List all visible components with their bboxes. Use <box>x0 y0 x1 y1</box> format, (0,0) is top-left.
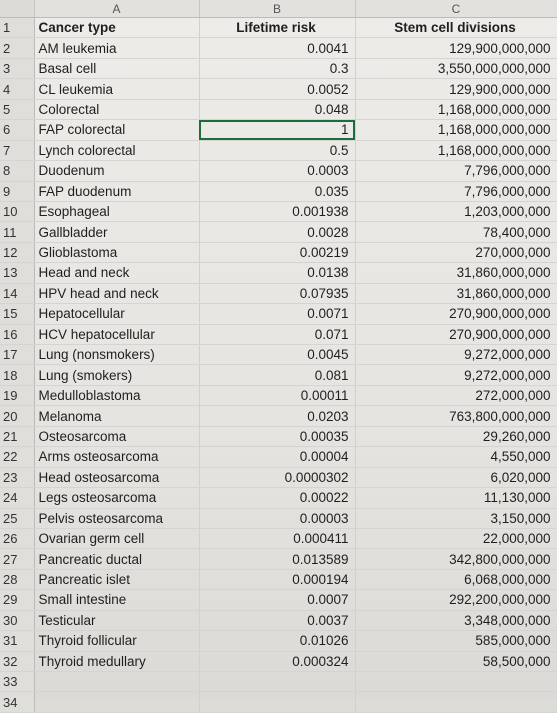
cell-stem-cell-divisions[interactable]: 342,800,000,000 <box>355 549 557 569</box>
row-number[interactable]: 4 <box>0 79 34 99</box>
cell-cancer-type[interactable]: Ovarian germ cell <box>34 528 199 548</box>
cell-lifetime-risk[interactable] <box>199 692 355 712</box>
cell-stem-cell-divisions[interactable]: 1,168,000,000,000 <box>355 99 557 119</box>
table-row <box>0 569 557 589</box>
cell-stem-cell-divisions[interactable]: 270,900,000,000 <box>355 324 557 344</box>
cell-cancer-type[interactable]: Thyroid follicular <box>34 631 199 651</box>
table-row <box>0 610 557 630</box>
cell-stem-cell-divisions[interactable]: 1,168,000,000,000 <box>355 140 557 160</box>
cell-cancer-type[interactable]: Lung (smokers) <box>34 365 199 385</box>
cell-lifetime-risk[interactable]: 0.0052 <box>199 79 355 99</box>
cell-lifetime-risk[interactable]: 0.0028 <box>199 222 355 242</box>
row-number[interactable]: 24 <box>0 488 34 508</box>
cell-lifetime-risk[interactable]: 0.00011 <box>199 385 355 405</box>
table-row <box>0 406 557 426</box>
table-row <box>0 79 557 99</box>
row-number[interactable]: 14 <box>0 283 34 303</box>
cell-stem-cell-divisions[interactable]: 3,150,000 <box>355 508 557 528</box>
cell-lifetime-risk[interactable]: 0.3 <box>199 58 355 78</box>
cell-stem-cell-divisions[interactable]: 272,000,000 <box>355 385 557 405</box>
table-row <box>0 385 557 405</box>
column-header-c[interactable]: C <box>355 0 557 18</box>
cell-lifetime-risk[interactable]: 0.0203 <box>199 406 355 426</box>
cell-cancer-type[interactable]: FAP duodenum <box>34 181 199 201</box>
cell-stem-cell-divisions[interactable]: 9,272,000,000 <box>355 345 557 365</box>
cell-cancer-type[interactable] <box>34 672 199 692</box>
cell-lifetime-risk[interactable]: 0.081 <box>199 365 355 385</box>
cell-lifetime-risk[interactable]: 0.0007 <box>199 590 355 610</box>
table-row <box>0 222 557 242</box>
cell-cancer-type[interactable]: Duodenum <box>34 161 199 181</box>
cell-lifetime-risk[interactable]: 0.07935 <box>199 283 355 303</box>
cell-lifetime-risk[interactable]: 0.071 <box>199 324 355 344</box>
cell-stem-cell-divisions[interactable]: 7,796,000,000 <box>355 161 557 181</box>
cell-lifetime-risk[interactable]: 0.01026 <box>199 631 355 651</box>
row-number[interactable]: 17 <box>0 345 34 365</box>
row-number[interactable]: 21 <box>0 426 34 446</box>
cell-stem-cell-divisions[interactable]: 58,500,000 <box>355 651 557 671</box>
row-number[interactable]: 2 <box>0 38 34 58</box>
row-number[interactable]: 8 <box>0 161 34 181</box>
table-row <box>0 447 557 467</box>
cell-stem-cell-divisions[interactable]: 7,796,000,000 <box>355 181 557 201</box>
cell-cancer-type[interactable]: Testicular <box>34 610 199 630</box>
cell-lifetime-risk-header[interactable]: Lifetime risk <box>199 18 355 38</box>
cell-lifetime-risk[interactable]: 0.000324 <box>199 651 355 671</box>
row-number[interactable]: 12 <box>0 242 34 262</box>
cell-cancer-type[interactable]: CL leukemia <box>34 79 199 99</box>
row-number[interactable]: 5 <box>0 99 34 119</box>
column-header-a[interactable]: A <box>34 0 199 18</box>
cell-stem-cell-divisions[interactable]: 1,203,000,000 <box>355 201 557 221</box>
row-number[interactable]: 6 <box>0 120 34 140</box>
cell-cancer-type[interactable]: Colorectal <box>34 99 199 119</box>
cell-stem-cell-divisions[interactable]: 11,130,000 <box>355 488 557 508</box>
table-row <box>0 345 557 365</box>
row-number[interactable]: 23 <box>0 467 34 487</box>
row-number[interactable]: 20 <box>0 406 34 426</box>
cell-stem-cell-divisions[interactable]: 31,860,000,000 <box>355 283 557 303</box>
cell-stem-cell-divisions[interactable]: 29,260,000 <box>355 426 557 446</box>
cell-cancer-type[interactable]: Medulloblastoma <box>34 385 199 405</box>
cell-cancer-type[interactable]: Glioblastoma <box>34 242 199 262</box>
cell-lifetime-risk[interactable]: 0.5 <box>199 140 355 160</box>
cell-stem-cell-divisions[interactable]: 763,800,000,000 <box>355 406 557 426</box>
table-row <box>0 324 557 344</box>
table-row <box>0 549 557 569</box>
cell-lifetime-risk[interactable]: 0.0045 <box>199 345 355 365</box>
cell-cancer-type[interactable]: FAP colorectal <box>34 120 199 140</box>
cell-cancer-type[interactable]: Gallbladder <box>34 222 199 242</box>
cell-stem-cell-divisions[interactable]: 9,272,000,000 <box>355 365 557 385</box>
cell-cancer-type[interactable]: Basal cell <box>34 58 199 78</box>
cell-cancer-type[interactable]: Arms osteosarcoma <box>34 447 199 467</box>
row-number[interactable]: 29 <box>0 590 34 610</box>
table-row <box>0 508 557 528</box>
cell-lifetime-risk[interactable]: 0.00003 <box>199 508 355 528</box>
row-number[interactable]: 7 <box>0 140 34 160</box>
cell-cancer-type[interactable]: Osteosarcoma <box>34 426 199 446</box>
cell-cancer-type[interactable]: Lynch colorectal <box>34 140 199 160</box>
cell-lifetime-risk[interactable]: 0.0003 <box>199 161 355 181</box>
row-number[interactable]: 1 <box>0 18 34 38</box>
table-row <box>0 528 557 548</box>
cell-lifetime-risk[interactable]: 0.0071 <box>199 304 355 324</box>
cell-lifetime-risk[interactable]: 0.0000302 <box>199 467 355 487</box>
table-row <box>0 365 557 385</box>
row-number[interactable]: 33 <box>0 672 34 692</box>
row-number[interactable]: 30 <box>0 610 34 630</box>
select-all-corner[interactable] <box>0 0 34 18</box>
cell-cancer-type[interactable]: AM leukemia <box>34 38 199 58</box>
cell-stem-cell-divisions[interactable]: 4,550,000 <box>355 447 557 467</box>
row-number[interactable]: 28 <box>0 569 34 589</box>
cell-lifetime-risk[interactable]: 0.0037 <box>199 610 355 630</box>
row-number[interactable]: 22 <box>0 447 34 467</box>
cell-cancer-type[interactable]: Small intestine <box>34 590 199 610</box>
cell-stem-cell-divisions[interactable]: 1,168,000,000,000 <box>355 120 557 140</box>
table-row <box>0 161 557 181</box>
cell-lifetime-risk[interactable]: 0.001938 <box>199 201 355 221</box>
cell-stem-cell-divisions[interactable] <box>355 672 557 692</box>
cell-lifetime-risk[interactable]: 0.013589 <box>199 549 355 569</box>
cell-lifetime-risk[interactable] <box>199 672 355 692</box>
cell-stem-cell-divisions[interactable]: 129,900,000,000 <box>355 79 557 99</box>
cell-cancer-type[interactable]: Thyroid medullary <box>34 651 199 671</box>
cell-stem-cell-divisions[interactable]: 585,000,000 <box>355 631 557 651</box>
cell-stem-cell-divisions[interactable]: 270,000,000 <box>355 242 557 262</box>
table-row <box>0 283 557 303</box>
cell-cancer-type[interactable]: Hepatocellular <box>34 304 199 324</box>
row-number[interactable]: 13 <box>0 263 34 283</box>
row-number[interactable]: 26 <box>0 528 34 548</box>
row-number[interactable]: 15 <box>0 304 34 324</box>
table-row <box>0 692 557 712</box>
table-row <box>0 140 557 160</box>
cell-cancer-type[interactable]: Melanoma <box>34 406 199 426</box>
row-number[interactable]: 31 <box>0 631 34 651</box>
table-row <box>0 426 557 446</box>
row-number[interactable]: 27 <box>0 549 34 569</box>
cell-stem-cell-divisions[interactable]: 129,900,000,000 <box>355 38 557 58</box>
row-number[interactable]: 10 <box>0 201 34 221</box>
cell-cancer-type[interactable]: HPV head and neck <box>34 283 199 303</box>
cell-lifetime-risk[interactable]: 0.035 <box>199 181 355 201</box>
cell-cancer-type[interactable]: Lung (nonsmokers) <box>34 345 199 365</box>
cell-cancer-type[interactable]: Head osteosarcoma <box>34 467 199 487</box>
cell-lifetime-risk[interactable]: 0.00004 <box>199 447 355 467</box>
cell-stem-cell-divisions[interactable] <box>355 692 557 712</box>
cell-cancer-type[interactable]: Esophageal <box>34 201 199 221</box>
table-header-row <box>0 18 557 38</box>
cell-cancer-type[interactable]: Head and neck <box>34 263 199 283</box>
cell-cancer-type[interactable]: Pancreatic islet <box>34 569 199 589</box>
cell-lifetime-risk[interactable]: 0.000411 <box>199 528 355 548</box>
row-number[interactable]: 32 <box>0 651 34 671</box>
table-row <box>0 58 557 78</box>
table-row <box>0 38 557 58</box>
table-row <box>0 304 557 324</box>
cell-stem-cell-divisions[interactable]: 270,900,000,000 <box>355 304 557 324</box>
cell-stem-cell-divisions[interactable]: 31,860,000,000 <box>355 263 557 283</box>
row-number[interactable]: 16 <box>0 324 34 344</box>
cell-stem-cell-divisions[interactable]: 22,000,000 <box>355 528 557 548</box>
cell-lifetime-risk[interactable]: 0.0041 <box>199 38 355 58</box>
table-row <box>0 120 557 140</box>
row-number[interactable]: 19 <box>0 385 34 405</box>
cell-stem-cell-divisions[interactable]: 3,550,000,000,000 <box>355 58 557 78</box>
cell-lifetime-risk[interactable]: 0.0138 <box>199 263 355 283</box>
table-row <box>0 631 557 651</box>
cell-cancer-type[interactable]: Pancreatic ductal <box>34 549 199 569</box>
row-number[interactable]: 9 <box>0 181 34 201</box>
cell-stem-cell-divisions[interactable]: 3,348,000,000 <box>355 610 557 630</box>
table-row <box>0 467 557 487</box>
cell-lifetime-risk[interactable]: 0.00219 <box>199 242 355 262</box>
cell-stem-cell-divisions-header[interactable]: Stem cell divisions <box>355 18 557 38</box>
table-row <box>0 99 557 119</box>
column-header-row <box>0 0 557 18</box>
table-row <box>0 181 557 201</box>
row-number[interactable]: 34 <box>0 692 34 712</box>
cell-lifetime-risk[interactable]: 0.00035 <box>199 426 355 446</box>
table-row <box>0 263 557 283</box>
cell-cancer-type-header[interactable]: Cancer type <box>34 18 199 38</box>
cell-cancer-type[interactable]: Pelvis osteosarcoma <box>34 508 199 528</box>
column-header-b[interactable]: B <box>199 0 355 18</box>
cell-cancer-type[interactable] <box>34 692 199 712</box>
table-row <box>0 672 557 692</box>
row-number[interactable]: 25 <box>0 508 34 528</box>
row-number[interactable]: 3 <box>0 58 34 78</box>
cell-stem-cell-divisions[interactable]: 292,200,000,000 <box>355 590 557 610</box>
row-number[interactable]: 18 <box>0 365 34 385</box>
cell-lifetime-risk[interactable]: 0.00022 <box>199 488 355 508</box>
cell-lifetime-risk[interactable]: 0.000194 <box>199 569 355 589</box>
table-row <box>0 590 557 610</box>
cell-cancer-type[interactable]: HCV hepatocellular <box>34 324 199 344</box>
table-row <box>0 201 557 221</box>
cell-lifetime-risk[interactable]: 1 <box>199 120 355 140</box>
cell-lifetime-risk[interactable]: 0.048 <box>199 99 355 119</box>
cell-stem-cell-divisions[interactable]: 78,400,000 <box>355 222 557 242</box>
table-row <box>0 488 557 508</box>
table-row <box>0 242 557 262</box>
cell-stem-cell-divisions[interactable]: 6,068,000,000 <box>355 569 557 589</box>
cell-stem-cell-divisions[interactable]: 6,020,000 <box>355 467 557 487</box>
table-row <box>0 651 557 671</box>
row-number[interactable]: 11 <box>0 222 34 242</box>
cell-cancer-type[interactable]: Legs osteosarcoma <box>34 488 199 508</box>
